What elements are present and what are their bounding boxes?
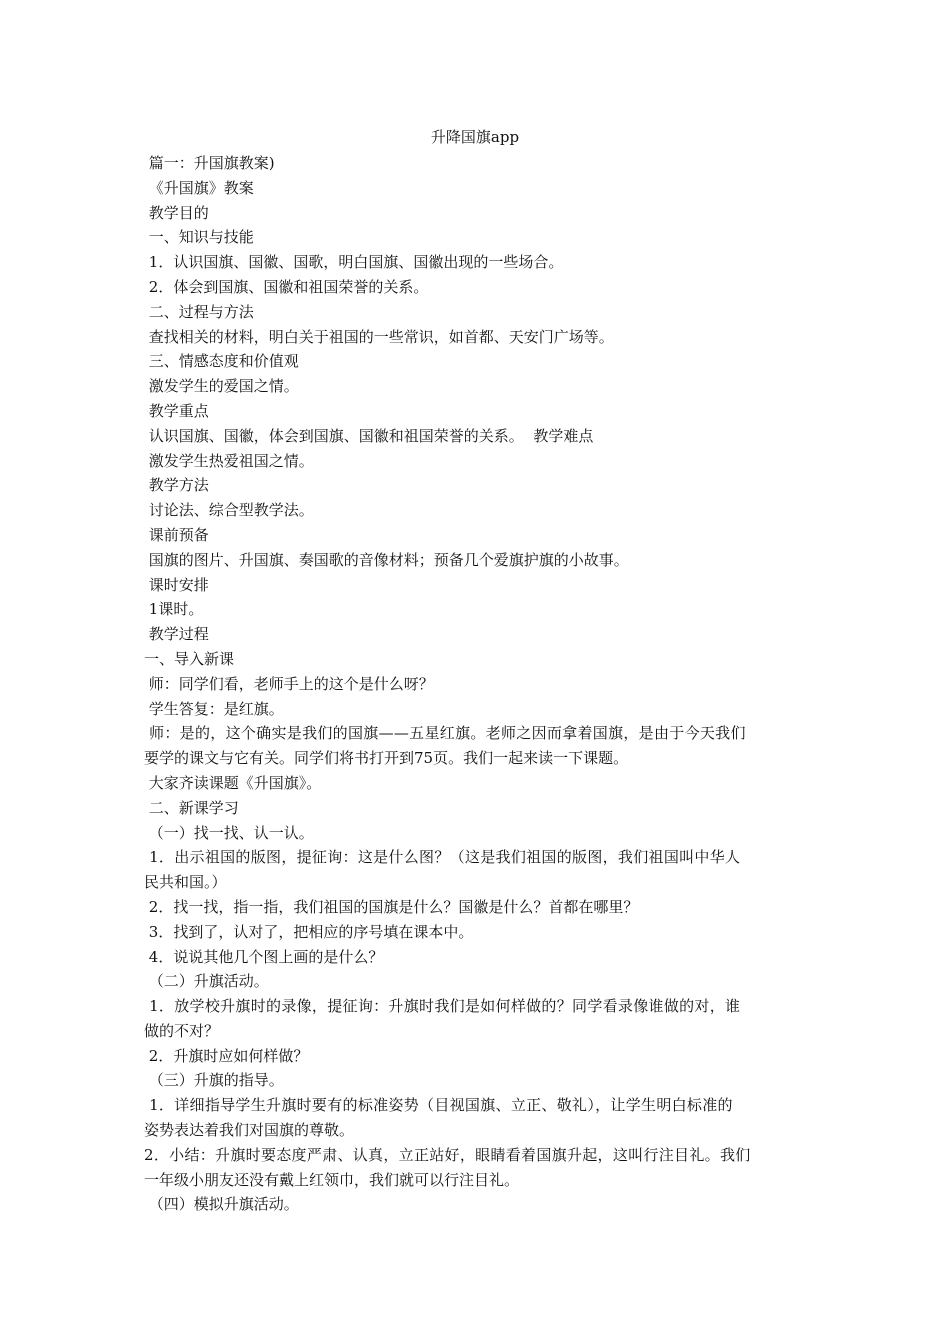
text-line: 4．说说其他几个图上画的是什么？ (144, 947, 384, 966)
text-line: 认识国旗、国徽，体会到国旗、国徽和祖国荣誉的关系。 教学难点 (144, 426, 594, 445)
text-line: 国旗的图片、升国旗、奏国歌的音像材料；预备几个爱旗护旗的小故事。 (144, 550, 629, 569)
text-line: 一、知识与技能 (144, 228, 254, 247)
document-title: 升降国旗app (430, 128, 520, 146)
text-line: 3．找到了，认对了，把相应的序号填在课本中。 (144, 922, 474, 941)
text-line: 篇一：升国旗教案) (144, 154, 275, 172)
text-line: 学生答复：是红旗。 (144, 699, 284, 718)
text-line: 一年级小朋友还没有戴上红领巾，我们就可以行注目礼。 (144, 1170, 520, 1189)
text-line: 查找相关的材料，明白关于祖国的一些常识，如首都、天安门广场等。 (144, 327, 614, 346)
text-line: 1．详细指导学生升旗时要有的标准姿势（目视国旗、立正、敬礼），让学生明白标准的 (144, 1096, 733, 1115)
text-line: 课前预备 (144, 525, 209, 544)
text-line: 《升国旗》教案 (144, 178, 254, 197)
text-line: 三、情感态度和价值观 (144, 352, 299, 371)
text-line: 讨论法、综合型教学法。 (144, 501, 314, 520)
text-line: 1．放学校升旗时的录像，提征询：升旗时我们是如何样做的？同学看录像谁做的对，谁 (144, 997, 741, 1016)
text-line: 二、新课学习 (144, 798, 239, 817)
text-line: 做的不对？ (144, 1021, 220, 1040)
text-line: 1．认识国旗、国徽、国歌，明白国旗、国徽出现的一些场合。 (144, 253, 564, 272)
text-line: 二、过程与方法 (144, 302, 254, 321)
text-line: 1课时。 (144, 600, 204, 619)
text-line: 师：同学们看，老师手上的这个是什么呀？ (144, 674, 434, 693)
text-line: 要学的课文与它有关。同学们将书打开到75页。我们一起来读一下课题。 (144, 749, 629, 768)
text-line: 教学重点 (144, 401, 209, 420)
text-line: 2．找一找，指一指，我们祖国的国旗是什么？国徽是什么？首都在哪里？ (144, 897, 639, 916)
text-line: 民共和国。） (144, 873, 227, 892)
text-line: 激发学生热爱祖国之情。 (144, 451, 314, 470)
text-line: 2．升旗时应如何样做？ (144, 1046, 309, 1065)
text-line: 2．体会到国旗、国徽和祖国荣誉的关系。 (144, 277, 429, 296)
text-line: 姿势表达着我们对国旗的尊敬。 (144, 1121, 355, 1140)
text-line: 激发学生的爱国之情。 (144, 377, 299, 396)
text-line: （三）升旗的指导。 (144, 1071, 284, 1090)
text-line: 课时安排 (144, 575, 209, 594)
text-line: 教学方法 (144, 476, 209, 495)
document-body (144, 151, 808, 1217)
text-line: 师：是的，这个确实是我们的国旗——五星红旗。老师之因而拿着国旗，是由于今天我们 (144, 724, 746, 743)
text-line: 大家齐读课题《升国旗》。 (144, 773, 322, 792)
text-line: 一、导入新课 (144, 649, 235, 668)
text-line: 教学目的 (144, 203, 209, 222)
text-line: 教学过程 (144, 625, 209, 644)
text-line: 2．小结：升旗时要态度严肃、认真，立正站好，眼睛看着国旗升起，这叫行注目礼。我们 (144, 1145, 751, 1164)
text-line: （二）升旗活动。 (144, 972, 269, 991)
text-line: （四）模拟升旗活动。 (144, 1195, 299, 1214)
text-line: 1．出示祖国的版图，提征询：这是什么图？（这是我们祖国的版图，我们祖国叫中华人 (144, 848, 741, 867)
text-line: （一）找一找、认一认。 (144, 823, 314, 842)
